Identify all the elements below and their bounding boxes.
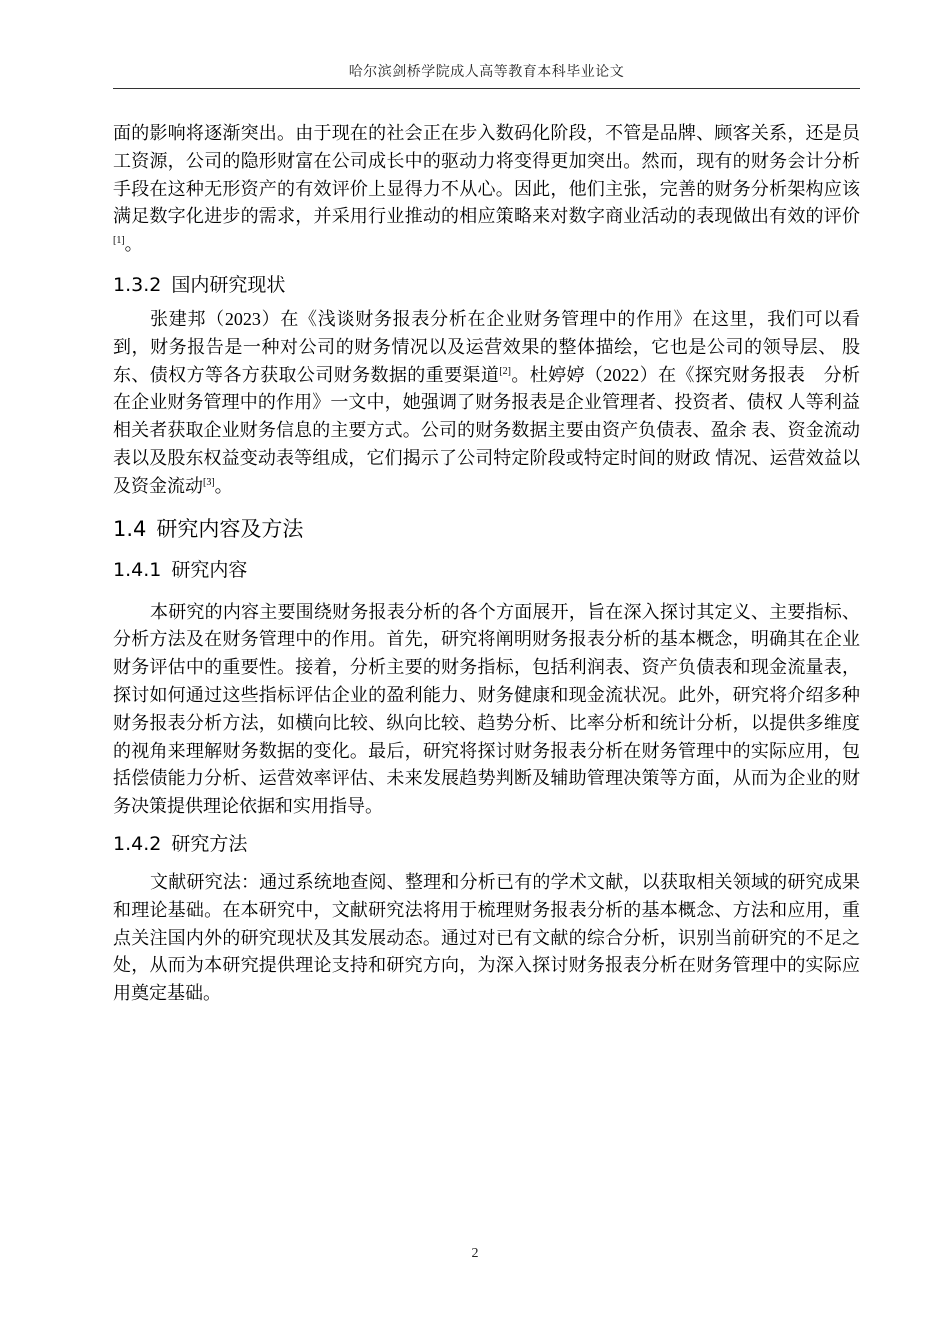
heading-1-3-2 <box>113 274 860 296</box>
paragraph-text: 张建邦（2023）在《浅谈财务报表分析在企业财务管理中的作用》在这里，我们可以看到，财务报告是一种对公司的财务情况以及运营效果的整体描绘，它也是公司的领导层、 股东、债权方等各方获取公司财务数据的重要渠道 <box>113 308 860 385</box>
document-body <box>113 120 860 1008</box>
heading-number: 1.4.1 <box>113 558 162 581</box>
citation-ref: [2] <box>499 365 511 377</box>
heading-title: 研究内容及方法 <box>156 516 304 541</box>
running-header: 哈尔滨剑桥学院成人高等教育本科毕业论文 <box>348 65 625 80</box>
paragraph-domestic-research <box>113 306 860 501</box>
citation-ref: [3] <box>203 476 215 488</box>
heading-1-4-1 <box>113 559 860 581</box>
page-number: 2 <box>471 1246 479 1261</box>
header-divider <box>113 88 860 89</box>
heading-number: 1.4.2 <box>113 832 162 855</box>
paragraph-research-method: 文献研究法：通过系统地查阅、整理和分析已有的学术文献，以获取相关领域的研究成果和理论基础。在本研究中，文献研究法将用于梳理财务报表分析的基本概念、方法和应用，重点关注国内外的研究现状及其发展动态。通过对已有文献的综合分析，识别当前研究的不足之处，从而为本研究提供理论支持和研究方向，为深入探讨财务报表分析在财务管理中的实际应用奠定基础。 <box>113 871 860 1004</box>
paragraph-tail: 。 <box>124 234 143 255</box>
heading-1-4-2 <box>113 833 860 855</box>
paragraph-tail: 。 <box>214 475 233 496</box>
paragraph-research-content: 本研究的内容主要围绕财务报表分析的各个方面展开，旨在深入探讨其定义、主要指标、分析方法及在财务管理中的作用。首先，研究将阐明财务报表分析的基本概念，明确其在企业财务评估中的重要性。接着，分析主要的财务指标，包括利润表、资产负债表和现金流量表，探讨如何通过这些指标评估企业的盈利能力、财务健康和现金流状况。此外，研究将介绍多种财务报表分析方法，如横向比较、纵向比较、趋势分析、比率分析和统计分析，以提供多维度的视角来理解财务数据的变化。最后，研究将探讨财务报表分析在财务管理中的实际应用，包括偿债能力分析、运营效率评估、未来发展趋势判断及辅助管理决策等方面，从而为企业的财务决策提供理论依据和实用指导。 <box>113 601 860 817</box>
heading-title: 研究内容 <box>171 558 248 581</box>
heading-number: 1.3.2 <box>113 273 162 296</box>
paragraph-intro <box>113 120 860 259</box>
heading-title: 国内研究现状 <box>171 273 286 296</box>
heading-1-4 <box>113 517 860 541</box>
paragraph-text: 。杜婷婷（2022）在《探究财务报表 分析在企业财务管理中的作用》一文中，她强调了财务报表是企业管理者、投资者、债权 人等利益相关者获取企业财务信息的主要方式。公司的财务数据主要由资产负债表、盈余 表、资金流动表以及股东权益变动表等组成，它们揭示了公司特定阶段或特定时间的财政 情况、运营效益以及资金流动 <box>113 364 861 496</box>
citation-ref: [1] <box>113 235 125 247</box>
paragraph-text: 面的影响将逐渐突出。由于现在的社会正在步入数码化阶段，不管是品牌、顾客关系，还是员工资源，公司的隐形财富在公司成长中的驱动力将变得更加突出。然而，现有的财务会计分析手段在这种无形资产的有效评价上显得力不从心。因此，他们主张，完善的财务分析架构应该满足数字化进步的需求，并采用行业推动的相应策略来对数字商业活动的表现做出有效的评价 <box>113 123 860 227</box>
heading-title: 研究方法 <box>171 832 248 855</box>
heading-number: 1.4 <box>113 516 147 541</box>
